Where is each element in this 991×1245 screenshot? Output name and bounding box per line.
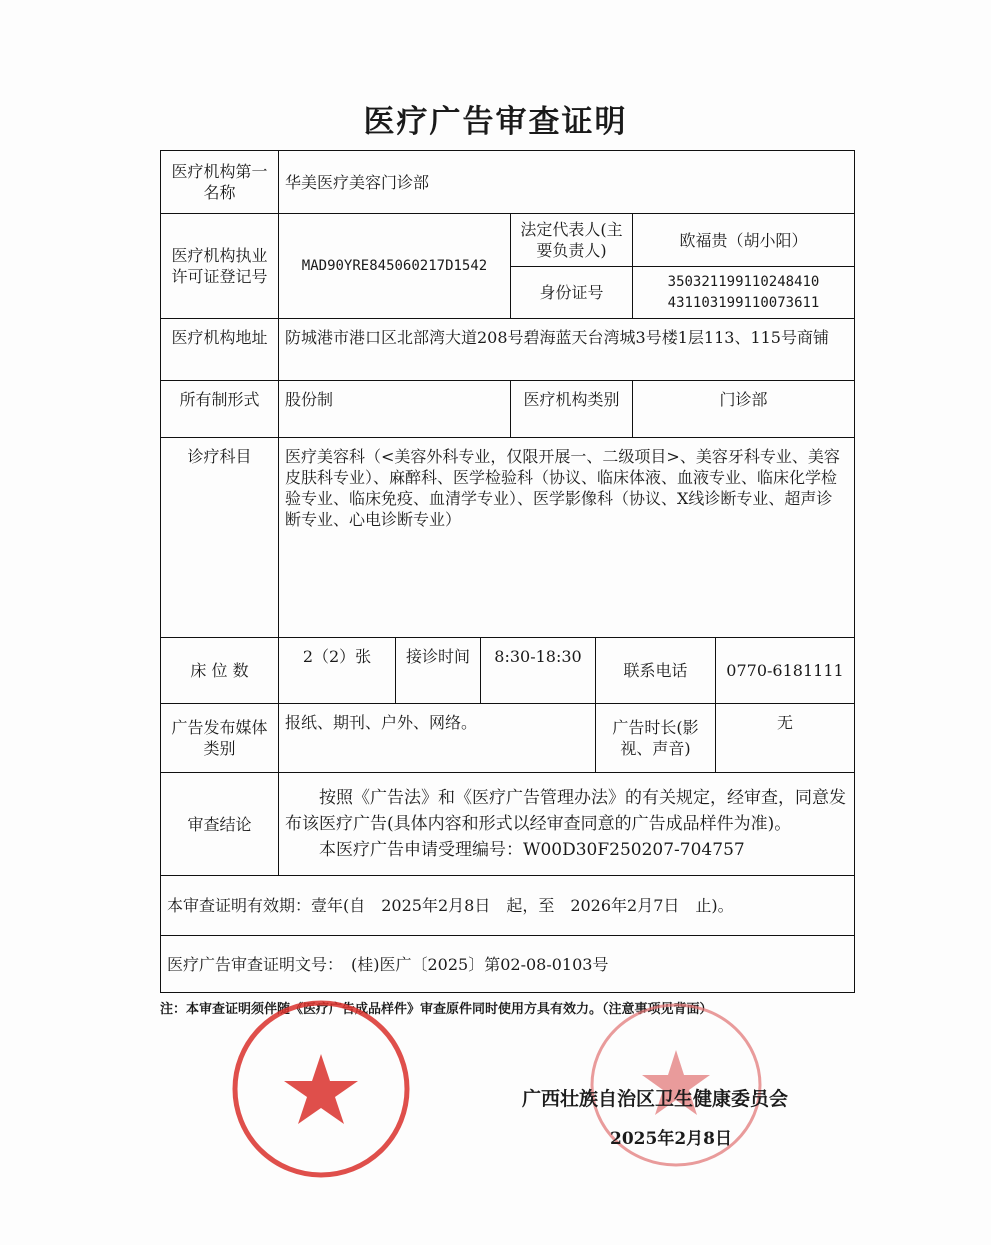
ownership-value: 股份制 (278, 380, 511, 438)
id-number: 431103199110073611 (667, 294, 820, 311)
phone-value: 0770-6181111 (715, 637, 855, 704)
id-number: 350321199110248410 (667, 273, 820, 290)
duration-label: 广告时长(影视、声音) (595, 703, 716, 773)
category-label: 医疗机构类别 (510, 380, 633, 438)
legal-rep-label: 法定代表人(主要负责人) (510, 213, 633, 267)
application-number: 本医疗广告申请受理编号：W00D30F250207-704757 (319, 840, 745, 860)
dept-label: 诊疗科目 (160, 437, 279, 638)
id-values (632, 266, 855, 319)
document-title: 医疗广告审查证明 (363, 104, 628, 140)
company-seal-stamp (228, 996, 414, 1182)
beds-label: 床 位 数 (160, 637, 279, 704)
name-label: 医疗机构第一名称 (160, 150, 279, 214)
ownership-label: 所有制形式 (160, 380, 279, 438)
conclusion-label: 审查结论 (160, 772, 279, 876)
license-value: MAD90YRE845060217D1542 (278, 213, 511, 319)
address-label: 医疗机构地址 (160, 318, 279, 381)
address-value: 防城港市港口区北部湾大道208号碧海蓝天台湾城3号楼1层113、115号商铺 (278, 318, 855, 381)
legal-rep-value: 欧福贵（胡小阳） (632, 213, 855, 267)
conclusion-cell (278, 772, 855, 876)
name-value: 华美医疗美容门诊部 (278, 150, 855, 214)
certificate-number: 医疗广告审查证明文号： (桂)医广〔2025〕第02-08-0103号 (160, 935, 855, 993)
media-value: 报纸、期刊、户外、网络。 (278, 703, 596, 773)
footnote: 注：本审查证明须伴随《医疗广告成品样件》审查原件同时使用方具有效力。（注意事项见背面） (160, 1002, 713, 1017)
hours-value: 8:30-18:30 (480, 637, 596, 704)
beds-value: 2（2）张 (278, 637, 396, 704)
hours-label: 接诊时间 (395, 637, 481, 704)
license-label: 医疗机构执业许可证登记号 (160, 213, 279, 319)
category-value: 门诊部 (632, 380, 855, 438)
conclusion-text: 按照《广告法》和《医疗广告管理办法》的有关规定，经审查，同意发布该医疗广告(具体内容和形式以经审查同意的广告成品样件为准)。 (285, 788, 846, 834)
issuing-authority: 广西壮族自治区卫生健康委员会 (522, 1088, 789, 1110)
dept-value: 医疗美容科（<美容外科专业，仅限开展一、二级项目>、美容牙科专业、美容皮肤科专业）、麻醉科、医学检验科（协议、临床体液、血液专业、临床化学检验专业、临床免疫、血清学专业）、医学影像科（协议、X线诊断专业、超声诊断专业、心电诊断专业） (278, 437, 855, 638)
phone-label: 联系电话 (595, 637, 716, 704)
duration-value: 无 (715, 703, 855, 773)
id-label: 身份证号 (510, 266, 633, 319)
validity-period: 本审查证明有效期：壹年(自 2025年2月8日 起，至 2026年2月7日 止)。 (160, 875, 855, 936)
media-label: 广告发布媒体类别 (160, 703, 279, 773)
issue-date: 2025年2月8日 (610, 1129, 732, 1149)
